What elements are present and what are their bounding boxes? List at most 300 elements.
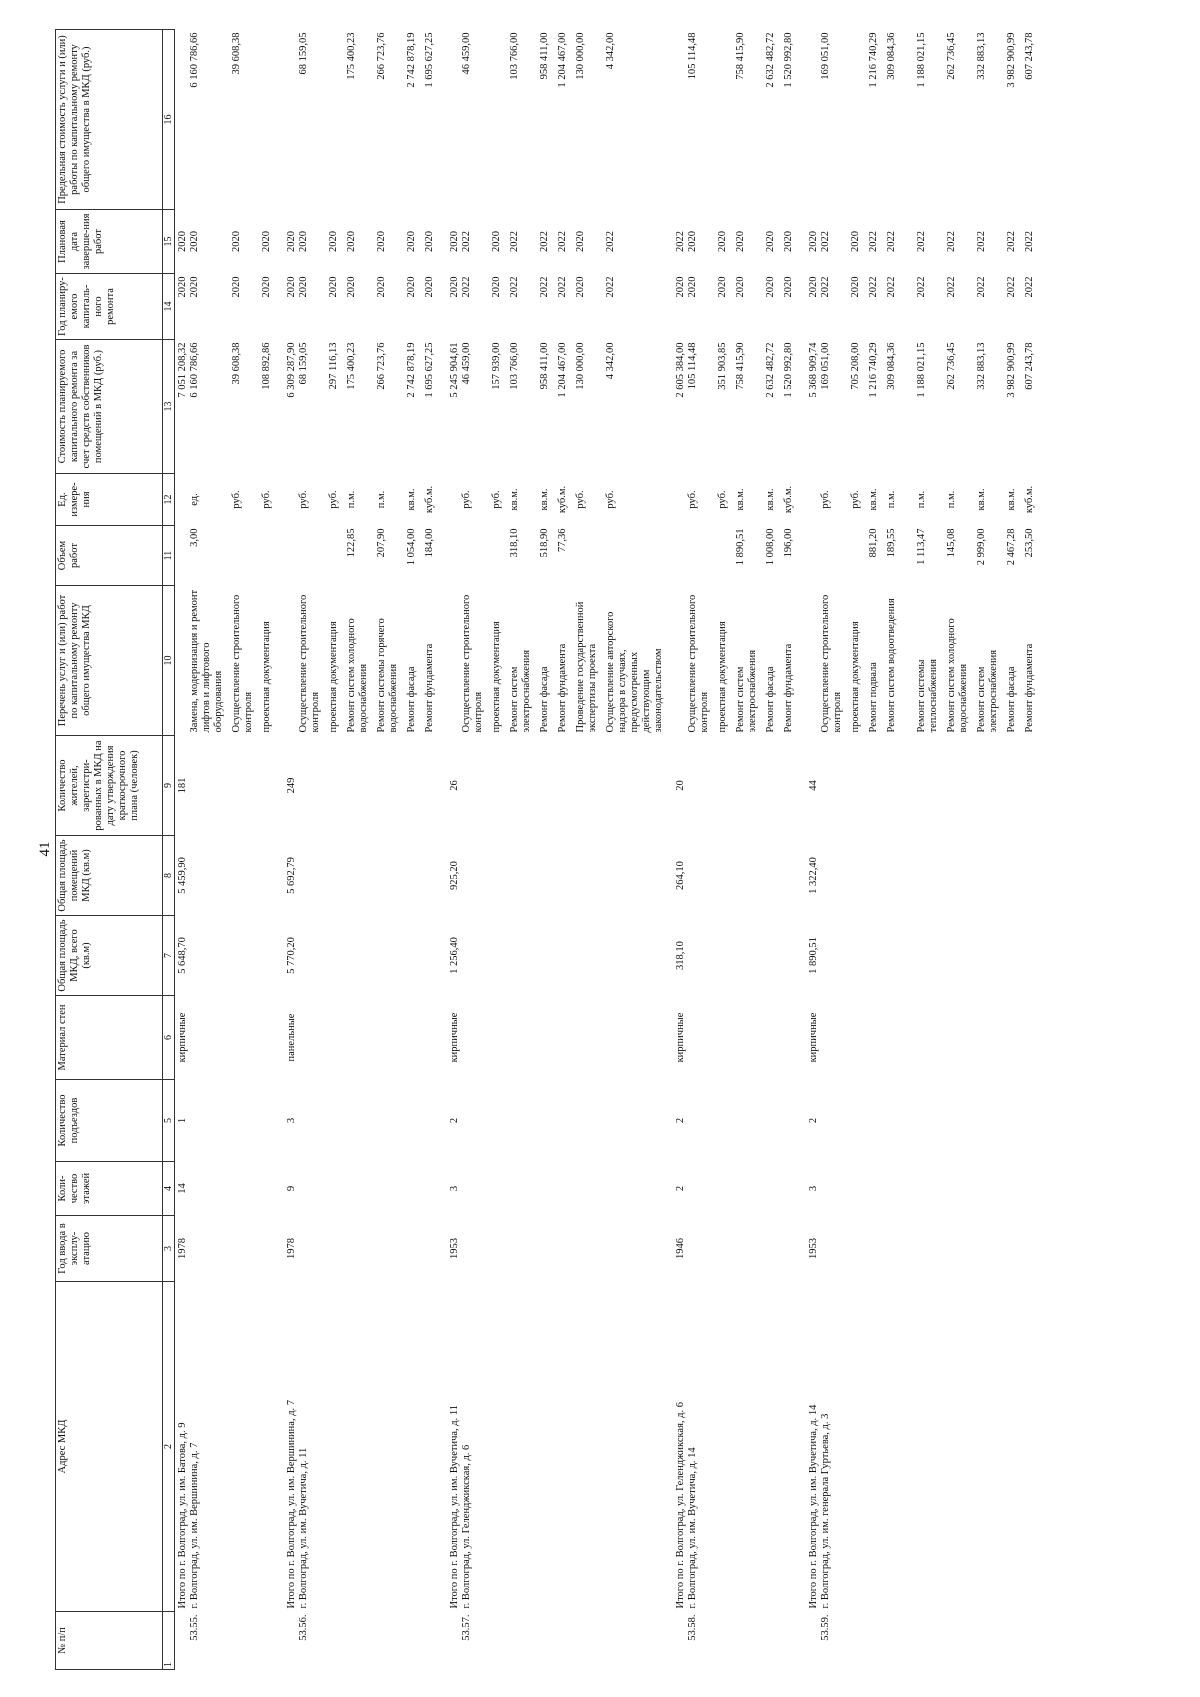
commission-year: 1953 [449, 1238, 460, 1259]
house-row [175, 30, 285, 1670]
work-volume: 318,10 [509, 528, 520, 558]
commission-year: 1978 [177, 1238, 188, 1259]
work-cost: 297 116,13 [328, 342, 339, 390]
work-entry [461, 589, 488, 733]
item-number: 53.57. [461, 1614, 472, 1641]
work-name: Ремонт подвала [868, 662, 879, 733]
work-volume: 1 113,47 [916, 528, 927, 565]
work-limit: 46 459,00 [461, 32, 472, 75]
work-date: 2020 [717, 231, 728, 252]
total-date: 2020 [286, 231, 297, 252]
commission-year: 1978 [286, 1238, 297, 1259]
entrance-count: 3 [286, 1117, 297, 1124]
work-date: 2020 [765, 231, 776, 252]
column-number: 7 [163, 916, 175, 996]
total-cost: 2 605 384,00 [675, 342, 686, 398]
wall-material: кирпичные [449, 1012, 460, 1063]
work-name: Ремонт фундамента [783, 643, 794, 733]
work-entry [735, 589, 762, 733]
residents-count: 20 [675, 780, 686, 791]
work-name: Ремонт систем электроснабжения [735, 649, 758, 733]
work-entry [509, 589, 536, 733]
work-date: 2020 [328, 231, 339, 252]
work-limit: 958 411,00 [539, 32, 550, 80]
work-name: Ремонт фасада [406, 666, 417, 733]
work-unit: п.м. [886, 490, 897, 509]
house-row [806, 30, 1047, 1670]
work-cost: 1 204 467,00 [557, 342, 568, 398]
column-number: 8 [163, 836, 175, 916]
work-year: 2020 [765, 276, 776, 298]
item-number: 53.55. [189, 1614, 200, 1641]
work-limit: 2 742 878,19 [406, 32, 417, 88]
work-name: Осуществление авторского надзора в случаях, предусмотренных действующим законодательством [605, 611, 664, 733]
work-volume: 196,00 [783, 528, 794, 558]
work-limit: 1 204 467,00 [557, 32, 568, 88]
column-number: 5 [163, 1080, 175, 1162]
work-unit: п.м. [346, 490, 357, 509]
total-label: Итого по г. Волгоград, ул. им. Батова, д. 9 [177, 1422, 188, 1609]
work-year: 2020 [406, 276, 417, 298]
table-body [175, 30, 1048, 1670]
work-year: 2020 [850, 276, 861, 298]
work-volume [820, 529, 847, 583]
column-header: Год ввода в эксплу-атацию [56, 1216, 163, 1282]
work-cost: 2 632 482,72 [765, 342, 776, 398]
work-year: 2022 [886, 276, 897, 298]
work-volume: 2 999,00 [976, 528, 987, 566]
column-header: Год планиру-емого капиталь-ного ремонта [56, 274, 163, 340]
work-name: Ремонт систем холодного водоснабжения [346, 618, 369, 733]
work-date: 2020 [735, 231, 746, 252]
wall-material: кирпичные [808, 1012, 819, 1063]
column-header: Предельная стоимость услуги и (или) работы по капитальному ремонту общего имущества в МКД (руб.) [56, 30, 163, 210]
total-label: Итого по г. Волгоград, ул. им. Вучетича, д. 14 [808, 1404, 819, 1609]
work-year: 2022 [868, 276, 879, 298]
work-unit: кв.м. [868, 488, 879, 511]
work-cost: 266 723,76 [376, 342, 387, 390]
column-header: Объем работ [56, 526, 163, 586]
column-number: 9 [163, 736, 175, 836]
work-volume [261, 529, 276, 583]
work-unit: руб. [850, 490, 861, 509]
work-year: 2022 [605, 276, 616, 298]
work-year: 2022 [916, 276, 927, 298]
work-name: Ремонт систем водоотведения [886, 598, 897, 733]
work-unit: кв.м. [406, 488, 417, 511]
work-unit: куб.м. [424, 485, 435, 514]
work-date: 2020 [850, 231, 861, 252]
house-row [447, 30, 673, 1670]
work-date: 2022 [820, 231, 831, 252]
work-entry [976, 589, 1003, 733]
total-label: Итого по г. Волгоград, ул. Геленджикская, д. 6 [675, 1402, 686, 1609]
work-cost: 175 400,23 [346, 342, 357, 390]
work-unit: кв.м. [765, 488, 776, 511]
work-entry [346, 589, 373, 733]
rooms-area: 264,10 [675, 861, 686, 890]
column-number: 4 [163, 1162, 175, 1216]
house-address: г. Волгоград, ул. им. Вучетича, д. 14 [687, 1447, 698, 1609]
total-label: Итого по г. Волгоград, ул. им. Вучетича, д. 11 [449, 1405, 460, 1609]
work-year: 2020 [376, 276, 387, 298]
work-entry [850, 589, 865, 733]
work-limit: 175 400,23 [346, 32, 357, 80]
work-year: 2020 [261, 276, 272, 298]
total-cost: 5 245 904,61 [449, 342, 460, 398]
rooms-area: 5 459,90 [177, 857, 188, 894]
work-year: 2020 [735, 276, 746, 298]
work-entry [605, 589, 665, 733]
work-date: 2020 [346, 231, 357, 252]
work-volume [231, 529, 258, 583]
house-row [673, 30, 806, 1670]
work-unit: руб. [491, 490, 502, 509]
total-area: 318,10 [675, 941, 686, 970]
work-date: 2022 [461, 231, 472, 252]
work-limit: 1 188 021,15 [916, 32, 927, 88]
column-number: 3 [163, 1216, 175, 1282]
work-entry [328, 589, 343, 733]
column-number: 6 [163, 996, 175, 1080]
total-date: 2020 [808, 231, 819, 252]
work-limit: 1 520 992,80 [783, 32, 794, 88]
work-year: 2022 [1024, 276, 1035, 298]
work-limit: 130 000,00 [575, 32, 586, 80]
work-cost: 105 114,48 [687, 342, 698, 390]
work-unit: руб. [605, 490, 616, 509]
work-entry [946, 589, 973, 733]
column-number: 10 [163, 586, 175, 736]
work-cost: 68 159,05 [298, 342, 309, 385]
work-unit: руб. [575, 490, 586, 509]
rooms-area: 5 692,79 [286, 857, 297, 894]
total-cost: 6 309 287,90 [286, 342, 297, 398]
work-limit: 309 084,36 [886, 32, 897, 80]
work-year: 2020 [575, 276, 586, 298]
work-date: 2022 [916, 231, 927, 252]
work-cost: 157 939,00 [491, 342, 502, 390]
work-volume [850, 529, 865, 583]
work-entry [886, 589, 913, 733]
work-volume: 518,90 [539, 528, 550, 558]
work-volume [461, 529, 488, 583]
work-limit: 1 695 627,25 [424, 32, 435, 88]
work-year: 2020 [491, 276, 502, 298]
work-limit: 3 982 900,99 [1006, 32, 1017, 88]
work-limit: 6 160 786,66 [189, 32, 200, 88]
house-row [284, 30, 447, 1670]
work-unit: кв.м. [735, 488, 746, 511]
work-entry [491, 589, 506, 733]
work-date: 2022 [946, 231, 957, 252]
total-year: 2020 [449, 276, 460, 298]
work-date: 2022 [509, 231, 520, 252]
total-area: 1 890,51 [808, 937, 819, 974]
work-date: 2022 [1006, 231, 1017, 252]
work-unit: куб.м. [557, 485, 568, 514]
work-date: 2020 [424, 231, 435, 252]
total-year: 2020 [286, 276, 297, 298]
work-name: Осуществление строительного контроля [231, 594, 254, 733]
work-limit: 332 883,13 [976, 32, 987, 80]
work-name: Ремонт фундамента [557, 643, 568, 733]
work-cost: 758 415,90 [735, 342, 746, 390]
work-unit: руб. [261, 490, 272, 509]
work-entry [687, 589, 714, 733]
work-entry [868, 589, 883, 733]
work-year: 2022 [539, 276, 550, 298]
work-cost: 6 160 786,66 [189, 342, 200, 398]
work-date: 2022 [976, 231, 987, 252]
work-year: 2022 [820, 276, 831, 298]
work-date: 2022 [868, 231, 879, 252]
work-year: 2022 [946, 276, 957, 298]
work-name: проектная документация [850, 621, 861, 733]
work-date: 2022 [605, 231, 616, 252]
work-volume: 2 467,28 [1006, 528, 1017, 566]
work-entry [575, 589, 602, 733]
work-unit: руб. [298, 490, 309, 509]
column-header: Стоимость планируемого капитального ремонта за счет средств собственников помещений в МКД (руб.) [56, 340, 163, 474]
house-address: г. Волгоград, ул. им. генерала Гуртьева, д. 3 [820, 1413, 831, 1609]
rooms-area: 925,20 [449, 861, 460, 890]
work-limit: 262 736,45 [946, 32, 957, 80]
work-cost: 130 000,00 [575, 342, 586, 390]
total-year: 2020 [808, 276, 819, 298]
work-name: Осуществление строительного контроля [298, 594, 321, 733]
column-number: 12 [163, 474, 175, 526]
work-entry [783, 589, 798, 733]
work-volume [605, 529, 656, 583]
work-volume [717, 529, 732, 583]
work-volume: 122,85 [346, 528, 357, 558]
work-date: 2020 [783, 231, 794, 252]
work-entry [189, 589, 228, 733]
work-volume [328, 529, 343, 583]
rotated-page [55, 30, 1185, 1670]
work-year: 2020 [687, 276, 698, 298]
total-date: 2022 [675, 231, 686, 252]
work-date: 2020 [575, 231, 586, 252]
total-cost: 7 051 208,32 [177, 342, 188, 398]
work-limit: 169 051,00 [820, 32, 831, 80]
work-name: проектная документация [261, 621, 272, 733]
column-number: 16 [163, 30, 175, 210]
work-unit: руб. [687, 490, 698, 509]
work-entry [261, 589, 276, 733]
column-header: Количество подъездов [56, 1080, 163, 1162]
work-name: Замена, модернизация и ремонт лифтов и лифтового оборудования [189, 589, 224, 733]
work-date: 2022 [1024, 231, 1035, 252]
floor-count: 9 [286, 1185, 297, 1192]
work-cost: 1 695 627,25 [424, 342, 435, 398]
house-address: г. Волгоград, ул. Геленджикская, д. 6 [461, 1444, 472, 1609]
column-header: Плановая дата заверше-ния работ [56, 210, 163, 274]
work-unit: кв.м. [976, 488, 987, 511]
work-entry [539, 589, 554, 733]
work-entry [298, 589, 325, 733]
work-year: 2022 [557, 276, 568, 298]
work-cost: 108 892,86 [261, 342, 272, 390]
work-cost: 309 084,36 [886, 342, 897, 390]
work-name: Осуществление строительного контроля [461, 594, 484, 733]
residents-count: 44 [808, 780, 819, 791]
work-name: Проведение государственной экспертизы проекта [575, 601, 598, 733]
work-volume [491, 529, 506, 583]
work-volume: 184,00 [424, 528, 435, 558]
work-volume [298, 529, 325, 583]
entrance-count: 2 [808, 1117, 819, 1124]
wall-material: кирпичные [675, 1012, 686, 1063]
column-number: 2 [163, 1282, 175, 1612]
column-number: 15 [163, 210, 175, 274]
item-number: 53.56. [298, 1614, 309, 1641]
work-year: 2020 [717, 276, 728, 298]
work-limit [328, 33, 343, 207]
work-name: Ремонт систем электроснабжения [976, 649, 999, 733]
work-entry [557, 589, 572, 733]
work-unit: п.м. [916, 490, 927, 509]
work-volume: 77,36 [557, 528, 568, 553]
work-cost: 39 608,38 [231, 342, 242, 385]
work-limit: 607 243,78 [1024, 32, 1035, 80]
work-unit: куб.м. [783, 485, 794, 514]
page-number: 41 [37, 841, 53, 856]
work-cost: 607 243,78 [1024, 342, 1035, 390]
work-cost: 3 982 900,99 [1006, 342, 1017, 398]
wall-material: панельные [286, 1013, 297, 1062]
header-row [56, 30, 163, 1670]
work-limit [261, 33, 276, 207]
commission-year: 1946 [675, 1238, 686, 1259]
work-name: проектная документация [328, 621, 339, 733]
work-volume: 189,55 [886, 528, 897, 558]
column-number: 13 [163, 340, 175, 474]
work-name: Ремонт систем электроснабжения [509, 649, 532, 733]
total-area: 5 770,20 [286, 937, 297, 974]
work-date: 2022 [557, 231, 568, 252]
work-cost: 1 216 740,29 [868, 342, 879, 398]
work-cost: 103 766,00 [509, 342, 520, 390]
work-limit [850, 33, 865, 207]
column-header: Адрес МКД [56, 1282, 163, 1612]
work-limit: 758 415,90 [735, 32, 746, 80]
column-header: Перечень услуг и (или) работ по капитальному ремонту общего имущества МКД [56, 586, 163, 736]
work-year: 2020 [189, 276, 200, 298]
total-date: 2020 [449, 231, 460, 252]
work-year: 2022 [976, 276, 987, 298]
work-name: проектная документация [717, 621, 728, 733]
column-header: № п/п [56, 1612, 163, 1670]
column-header: Ед. измере-ния [56, 474, 163, 526]
floor-count: 14 [177, 1183, 188, 1194]
total-cost: 5 368 909,74 [808, 342, 819, 398]
column-header: Количество жителей, зарегистри-рованных в МКД на дату утверждения краткосрочного плана (человек) [56, 736, 163, 836]
work-year: 2020 [231, 276, 242, 298]
floor-count: 3 [808, 1185, 819, 1192]
total-year: 2020 [177, 276, 188, 298]
work-entry [717, 589, 732, 733]
work-entry [916, 589, 943, 733]
column-number: 11 [163, 526, 175, 586]
work-year: 2022 [461, 276, 472, 298]
work-date: 2022 [886, 231, 897, 252]
work-entry [820, 589, 847, 733]
work-volume [687, 529, 714, 583]
work-name: Ремонт системы теплоснабжения [916, 659, 939, 733]
work-year: 2020 [424, 276, 435, 298]
work-year: 2022 [1006, 276, 1017, 298]
work-cost: 169 051,00 [820, 342, 831, 390]
work-unit: кв.м. [509, 488, 520, 511]
column-header: Коли-чество этажей [56, 1162, 163, 1216]
work-cost: 4 342,00 [605, 342, 616, 380]
total-year: 2020 [675, 276, 686, 298]
total-area: 1 256,40 [449, 937, 460, 974]
work-volume: 1 890,51 [735, 528, 746, 566]
entrance-count: 1 [177, 1117, 188, 1124]
work-unit: руб. [820, 490, 831, 509]
work-unit: п.м. [376, 490, 387, 509]
floor-count: 3 [449, 1185, 460, 1192]
commission-year: 1953 [808, 1238, 819, 1259]
work-limit: 4 342,00 [605, 32, 616, 70]
work-cost: 332 883,13 [976, 342, 987, 390]
work-name: Осуществление строительного контроля [820, 594, 843, 733]
work-limit: 68 159,05 [298, 32, 309, 75]
total-label: Итого по г. Волгоград, ул. им. Вершинина, д. 7 [286, 1399, 297, 1609]
work-cost: 2 742 878,19 [406, 342, 417, 398]
work-name: Ремонт системы горячего водоснабжения [376, 618, 399, 733]
work-volume [575, 529, 602, 583]
house-address: г. Волгоград, ул. им. Вершинина, д. 7 [189, 1442, 200, 1609]
work-limit: 105 114,48 [687, 32, 698, 80]
work-name: Ремонт фасада [765, 666, 776, 733]
work-unit: руб. [461, 490, 472, 509]
work-limit [717, 33, 732, 207]
work-name: проектная документация [491, 621, 502, 733]
work-limit: 2 632 482,72 [765, 32, 776, 88]
residents-count: 26 [449, 780, 460, 791]
work-volume: 881,20 [868, 528, 879, 558]
work-date: 2020 [261, 231, 272, 252]
work-cost: 46 459,00 [461, 342, 472, 385]
repair-plan-table [55, 29, 1047, 1670]
work-cost: 705 208,00 [850, 342, 861, 390]
work-unit: ед. [189, 493, 200, 506]
work-cost: 351 903,85 [717, 342, 728, 390]
work-unit: п.м. [946, 490, 957, 509]
work-date: 2020 [376, 231, 387, 252]
work-date: 2020 [491, 231, 502, 252]
work-entry [406, 589, 421, 733]
item-number: 53.58. [687, 1614, 698, 1641]
work-unit: кв.м. [539, 488, 550, 511]
work-date: 2020 [298, 231, 309, 252]
work-unit: кв.м. [1006, 488, 1017, 511]
house-address: г. Волгоград, ул. им. Вучетича, д. 11 [298, 1447, 309, 1609]
work-date: 2020 [406, 231, 417, 252]
column-header: Общая площадь МКД, всего (кв.м) [56, 916, 163, 996]
work-year: 2020 [298, 276, 309, 298]
work-entry [424, 589, 439, 733]
work-limit [491, 33, 506, 207]
work-name: Ремонт фасада [1006, 666, 1017, 733]
work-date: 2020 [687, 231, 698, 252]
residents-count: 249 [286, 777, 297, 794]
work-volume: 207,90 [376, 528, 387, 558]
